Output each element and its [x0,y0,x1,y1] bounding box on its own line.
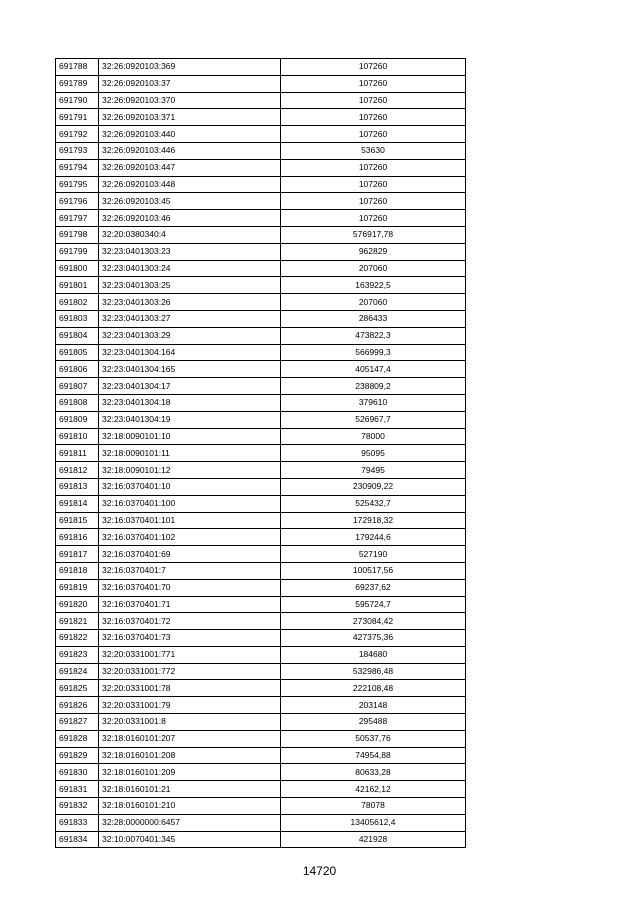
table-row [56,226,466,243]
value-cell: 203148 [281,697,466,714]
value-cell: 107260 [281,210,466,227]
table-row [56,596,466,613]
value-cell: 379610 [281,394,466,411]
table-row [56,277,466,294]
cadastral-number-cell: 32:26:0920103:371 [99,109,281,126]
row-id-cell: 691801 [56,277,99,294]
cadastral-number-cell: 32:23:0401303:25 [99,277,281,294]
table-row [56,546,466,563]
table-row [56,260,466,277]
cadastral-number-cell: 32:26:0920103:447 [99,159,281,176]
cadastral-number-cell: 32:18:0160101:207 [99,730,281,747]
table-row [56,193,466,210]
table-row [56,394,466,411]
row-id-cell: 691808 [56,394,99,411]
value-cell: 230909,22 [281,478,466,495]
value-cell: 405147,4 [281,361,466,378]
table-row [56,730,466,747]
value-cell: 566999,3 [281,344,466,361]
table-row [56,327,466,344]
cadastral-number-cell: 32:23:0401304:18 [99,394,281,411]
value-cell: 207060 [281,294,466,311]
row-id-cell: 691817 [56,546,99,563]
table-row [56,243,466,260]
cadastral-number-cell: 32:20:0331001:8 [99,714,281,731]
value-cell: 107260 [281,176,466,193]
cadastral-number-cell: 32:16:0370401:69 [99,546,281,563]
row-id-cell: 691791 [56,109,99,126]
cadastral-number-cell: 32:23:0401303:26 [99,294,281,311]
row-id-cell: 691803 [56,310,99,327]
cadastral-number-cell: 32:16:0370401:71 [99,596,281,613]
value-cell: 273084,42 [281,613,466,630]
page-number: 14720 [302,864,337,878]
value-cell: 179244,6 [281,529,466,546]
table-row [56,361,466,378]
row-id-cell: 691802 [56,294,99,311]
value-cell: 532986,48 [281,663,466,680]
row-id-cell: 691828 [56,730,99,747]
table-row [56,562,466,579]
cadastral-number-cell: 32:16:0370401:100 [99,495,281,512]
value-cell: 286433 [281,310,466,327]
value-cell: 222108,48 [281,680,466,697]
value-cell: 107260 [281,92,466,109]
row-id-cell: 691794 [56,159,99,176]
row-id-cell: 691821 [56,613,99,630]
cadastral-number-cell: 32:18:0160101:209 [99,764,281,781]
cadastral-number-cell: 32:16:0370401:72 [99,613,281,630]
value-cell: 207060 [281,260,466,277]
row-id-cell: 691796 [56,193,99,210]
cadastral-number-cell: 32:28:0000000:6457 [99,814,281,831]
cadastral-number-cell: 32:16:0370401:7 [99,562,281,579]
row-id-cell: 691793 [56,142,99,159]
table-row [56,663,466,680]
table-row [56,798,466,815]
cadastral-number-cell: 32:26:0920103:446 [99,142,281,159]
value-cell: 80633,28 [281,764,466,781]
value-cell: 107260 [281,109,466,126]
cadastral-number-cell: 32:26:0920103:448 [99,176,281,193]
value-cell: 295488 [281,714,466,731]
table-row [56,831,466,848]
value-cell: 107260 [281,59,466,76]
value-cell: 107260 [281,126,466,143]
table-row [56,92,466,109]
cadastral-number-cell: 32:26:0920103:440 [99,126,281,143]
cadastral-number-cell: 32:18:0160101:210 [99,798,281,815]
cadastral-number-cell: 32:16:0370401:73 [99,630,281,647]
value-cell: 107260 [281,75,466,92]
table-row [56,411,466,428]
value-cell: 107260 [281,159,466,176]
value-cell: 163922,5 [281,277,466,294]
row-id-cell: 691826 [56,697,99,714]
row-id-cell: 691797 [56,210,99,227]
cadastral-number-cell: 32:18:0090101:12 [99,462,281,479]
row-id-cell: 691806 [56,361,99,378]
value-cell: 78078 [281,798,466,815]
table-row [56,747,466,764]
table-row [56,59,466,76]
table-row [56,814,466,831]
table-row [56,109,466,126]
table-row [56,630,466,647]
table-row [56,428,466,445]
value-cell: 595724,7 [281,596,466,613]
table-row [56,714,466,731]
table-row [56,142,466,159]
row-id-cell: 691818 [56,562,99,579]
cadastral-number-cell: 32:18:0160101:21 [99,781,281,798]
table-row [56,512,466,529]
value-cell: 962829 [281,243,466,260]
value-cell: 527190 [281,546,466,563]
table-row [56,781,466,798]
value-cell: 53630 [281,142,466,159]
table-row [56,462,466,479]
table-row [56,75,466,92]
row-id-cell: 691812 [56,462,99,479]
cadastral-number-cell: 32:23:0401303:29 [99,327,281,344]
value-cell: 95095 [281,445,466,462]
row-id-cell: 691816 [56,529,99,546]
cadastral-number-cell: 32:18:0090101:10 [99,428,281,445]
row-id-cell: 691815 [56,512,99,529]
table-row [56,294,466,311]
value-cell: 69237,62 [281,579,466,596]
value-cell: 184680 [281,646,466,663]
cadastral-number-cell: 32:20:0331001:772 [99,663,281,680]
row-id-cell: 691804 [56,327,99,344]
row-id-cell: 691800 [56,260,99,277]
value-cell: 107260 [281,193,466,210]
row-id-cell: 691810 [56,428,99,445]
row-id-cell: 691814 [56,495,99,512]
cadastral-number-cell: 32:16:0370401:102 [99,529,281,546]
table-row [56,445,466,462]
cadastral-number-cell: 32:20:0380340:4 [99,226,281,243]
value-cell: 525432,7 [281,495,466,512]
table-row [56,529,466,546]
table-row [56,378,466,395]
cadastral-number-cell: 32:10:0070401:345 [99,831,281,848]
value-cell: 50537,76 [281,730,466,747]
row-id-cell: 691832 [56,798,99,815]
cadastral-number-cell: 32:23:0401303:24 [99,260,281,277]
value-cell: 42162,12 [281,781,466,798]
row-id-cell: 691822 [56,630,99,647]
cadastral-number-cell: 32:26:0920103:370 [99,92,281,109]
table-row [56,176,466,193]
value-cell: 79495 [281,462,466,479]
cadastral-number-cell: 32:18:0160101:208 [99,747,281,764]
cadastral-number-cell: 32:26:0920103:46 [99,210,281,227]
row-id-cell: 691807 [56,378,99,395]
row-id-cell: 691811 [56,445,99,462]
table-row [56,478,466,495]
table-row [56,495,466,512]
row-id-cell: 691831 [56,781,99,798]
row-id-cell: 691799 [56,243,99,260]
table-row [56,579,466,596]
data-table [55,58,466,848]
cadastral-number-cell: 32:23:0401303:27 [99,310,281,327]
table-row [56,697,466,714]
cadastral-number-cell: 32:20:0331001:79 [99,697,281,714]
value-cell: 78000 [281,428,466,445]
cadastral-number-cell: 32:16:0370401:101 [99,512,281,529]
value-cell: 74954,88 [281,747,466,764]
cadastral-number-cell: 32:16:0370401:10 [99,478,281,495]
cadastral-number-cell: 32:23:0401304:165 [99,361,281,378]
cadastral-number-cell: 32:23:0401303:23 [99,243,281,260]
row-id-cell: 691829 [56,747,99,764]
cadastral-number-cell: 32:18:0090101:11 [99,445,281,462]
table-row [56,344,466,361]
table-row [56,126,466,143]
value-cell: 421928 [281,831,466,848]
row-id-cell: 691823 [56,646,99,663]
table-row [56,646,466,663]
row-id-cell: 691824 [56,663,99,680]
row-id-cell: 691820 [56,596,99,613]
table-row [56,310,466,327]
cadastral-number-cell: 32:20:0331001:771 [99,646,281,663]
cadastral-number-cell: 32:23:0401304:19 [99,411,281,428]
row-id-cell: 691788 [56,59,99,76]
value-cell: 473822,3 [281,327,466,344]
row-id-cell: 691805 [56,344,99,361]
row-id-cell: 691809 [56,411,99,428]
table-row [56,159,466,176]
cadastral-number-cell: 32:26:0920103:45 [99,193,281,210]
cadastral-number-cell: 32:26:0920103:369 [99,59,281,76]
cadastral-number-cell: 32:16:0370401:70 [99,579,281,596]
table-row [56,210,466,227]
cadastral-number-cell: 32:23:0401304:17 [99,378,281,395]
table-row [56,680,466,697]
row-id-cell: 691830 [56,764,99,781]
row-id-cell: 691792 [56,126,99,143]
value-cell: 427375,36 [281,630,466,647]
cadastral-number-cell: 32:26:0920103:37 [99,75,281,92]
value-cell: 13405612,4 [281,814,466,831]
table-body [56,59,466,848]
row-id-cell: 691813 [56,478,99,495]
value-cell: 526967,7 [281,411,466,428]
row-id-cell: 691795 [56,176,99,193]
value-cell: 576917,78 [281,226,466,243]
row-id-cell: 691834 [56,831,99,848]
row-id-cell: 691790 [56,92,99,109]
row-id-cell: 691827 [56,714,99,731]
cadastral-number-cell: 32:23:0401304:164 [99,344,281,361]
cadastral-number-cell: 32:20:0331001:78 [99,680,281,697]
row-id-cell: 691825 [56,680,99,697]
row-id-cell: 691819 [56,579,99,596]
row-id-cell: 691833 [56,814,99,831]
table-row [56,613,466,630]
value-cell: 100517,56 [281,562,466,579]
value-cell: 172918,32 [281,512,466,529]
table-row [56,764,466,781]
row-id-cell: 691798 [56,226,99,243]
value-cell: 238809,2 [281,378,466,395]
row-id-cell: 691789 [56,75,99,92]
